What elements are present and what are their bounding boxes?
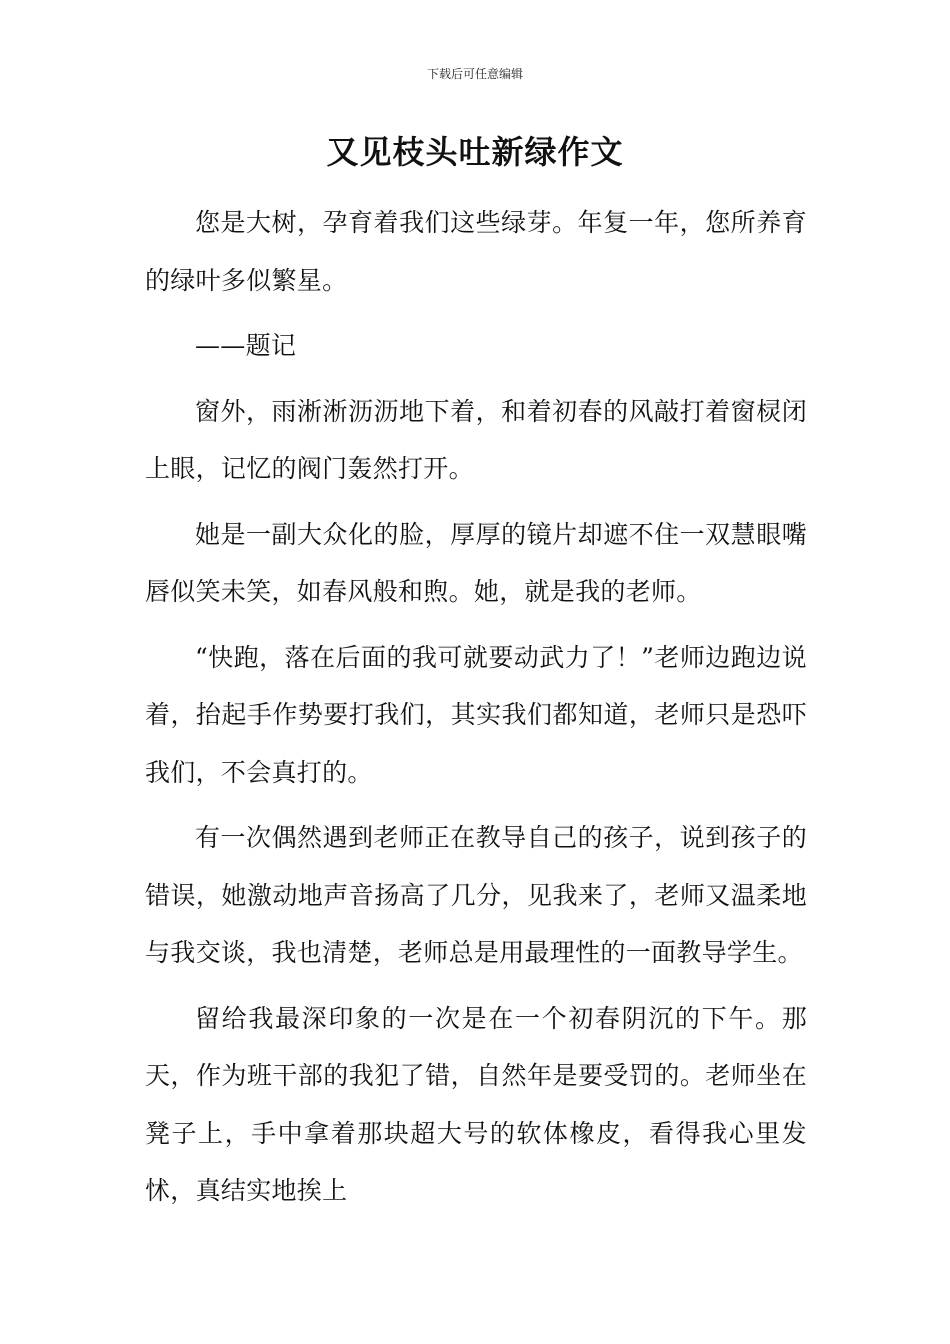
paragraph: 她是一副大众化的脸，厚厚的镜片却遮不住一双慧眼嘴唇似笑未笑，如春风般和煦。她，就是我的老师。 (145, 519, 807, 606)
paragraph: 窗外，雨淅淅沥沥地下着，和着初春的风敲打着窗棂闭上眼，记忆的阀门轰然打开。 (145, 396, 807, 483)
document-title: 又见枝头吐新绿作文 (326, 133, 624, 171)
paragraph: 留给我最深印象的一次是在一个初春阴沉的下午。那天，作为班干部的我犯了错，自然年是要受罚的。老师坐在凳子上，手中拿着那块超大号的软体橡皮，看得我心里发怵，真结实地挨上 (145, 1003, 807, 1205)
header-note: 下载后可任意编辑 (426, 67, 523, 81)
paragraph-epigraph: 您是大树，孕育着我们这些绿芽。年复一年，您所养育的绿叶多似繁星。 (145, 208, 807, 295)
document-body (145, 194, 807, 1228)
paragraph: 有一次偶然遇到老师正在教导自己的孩子，说到孩子的错误，她激动地声音扬高了几分，见我来了，老师又温柔地与我交谈，我也清楚，老师总是用最理性的一面教导学生。 (145, 823, 807, 967)
paragraph-epigraph-attribution: ——题记 (195, 331, 297, 360)
paragraph: “快跑，落在后面的我可就要动武力了！”老师边跑边说着，抬起手作势要打我们，其实我们都知道，老师只是恐吓我们，不会真打的。 (145, 642, 807, 787)
